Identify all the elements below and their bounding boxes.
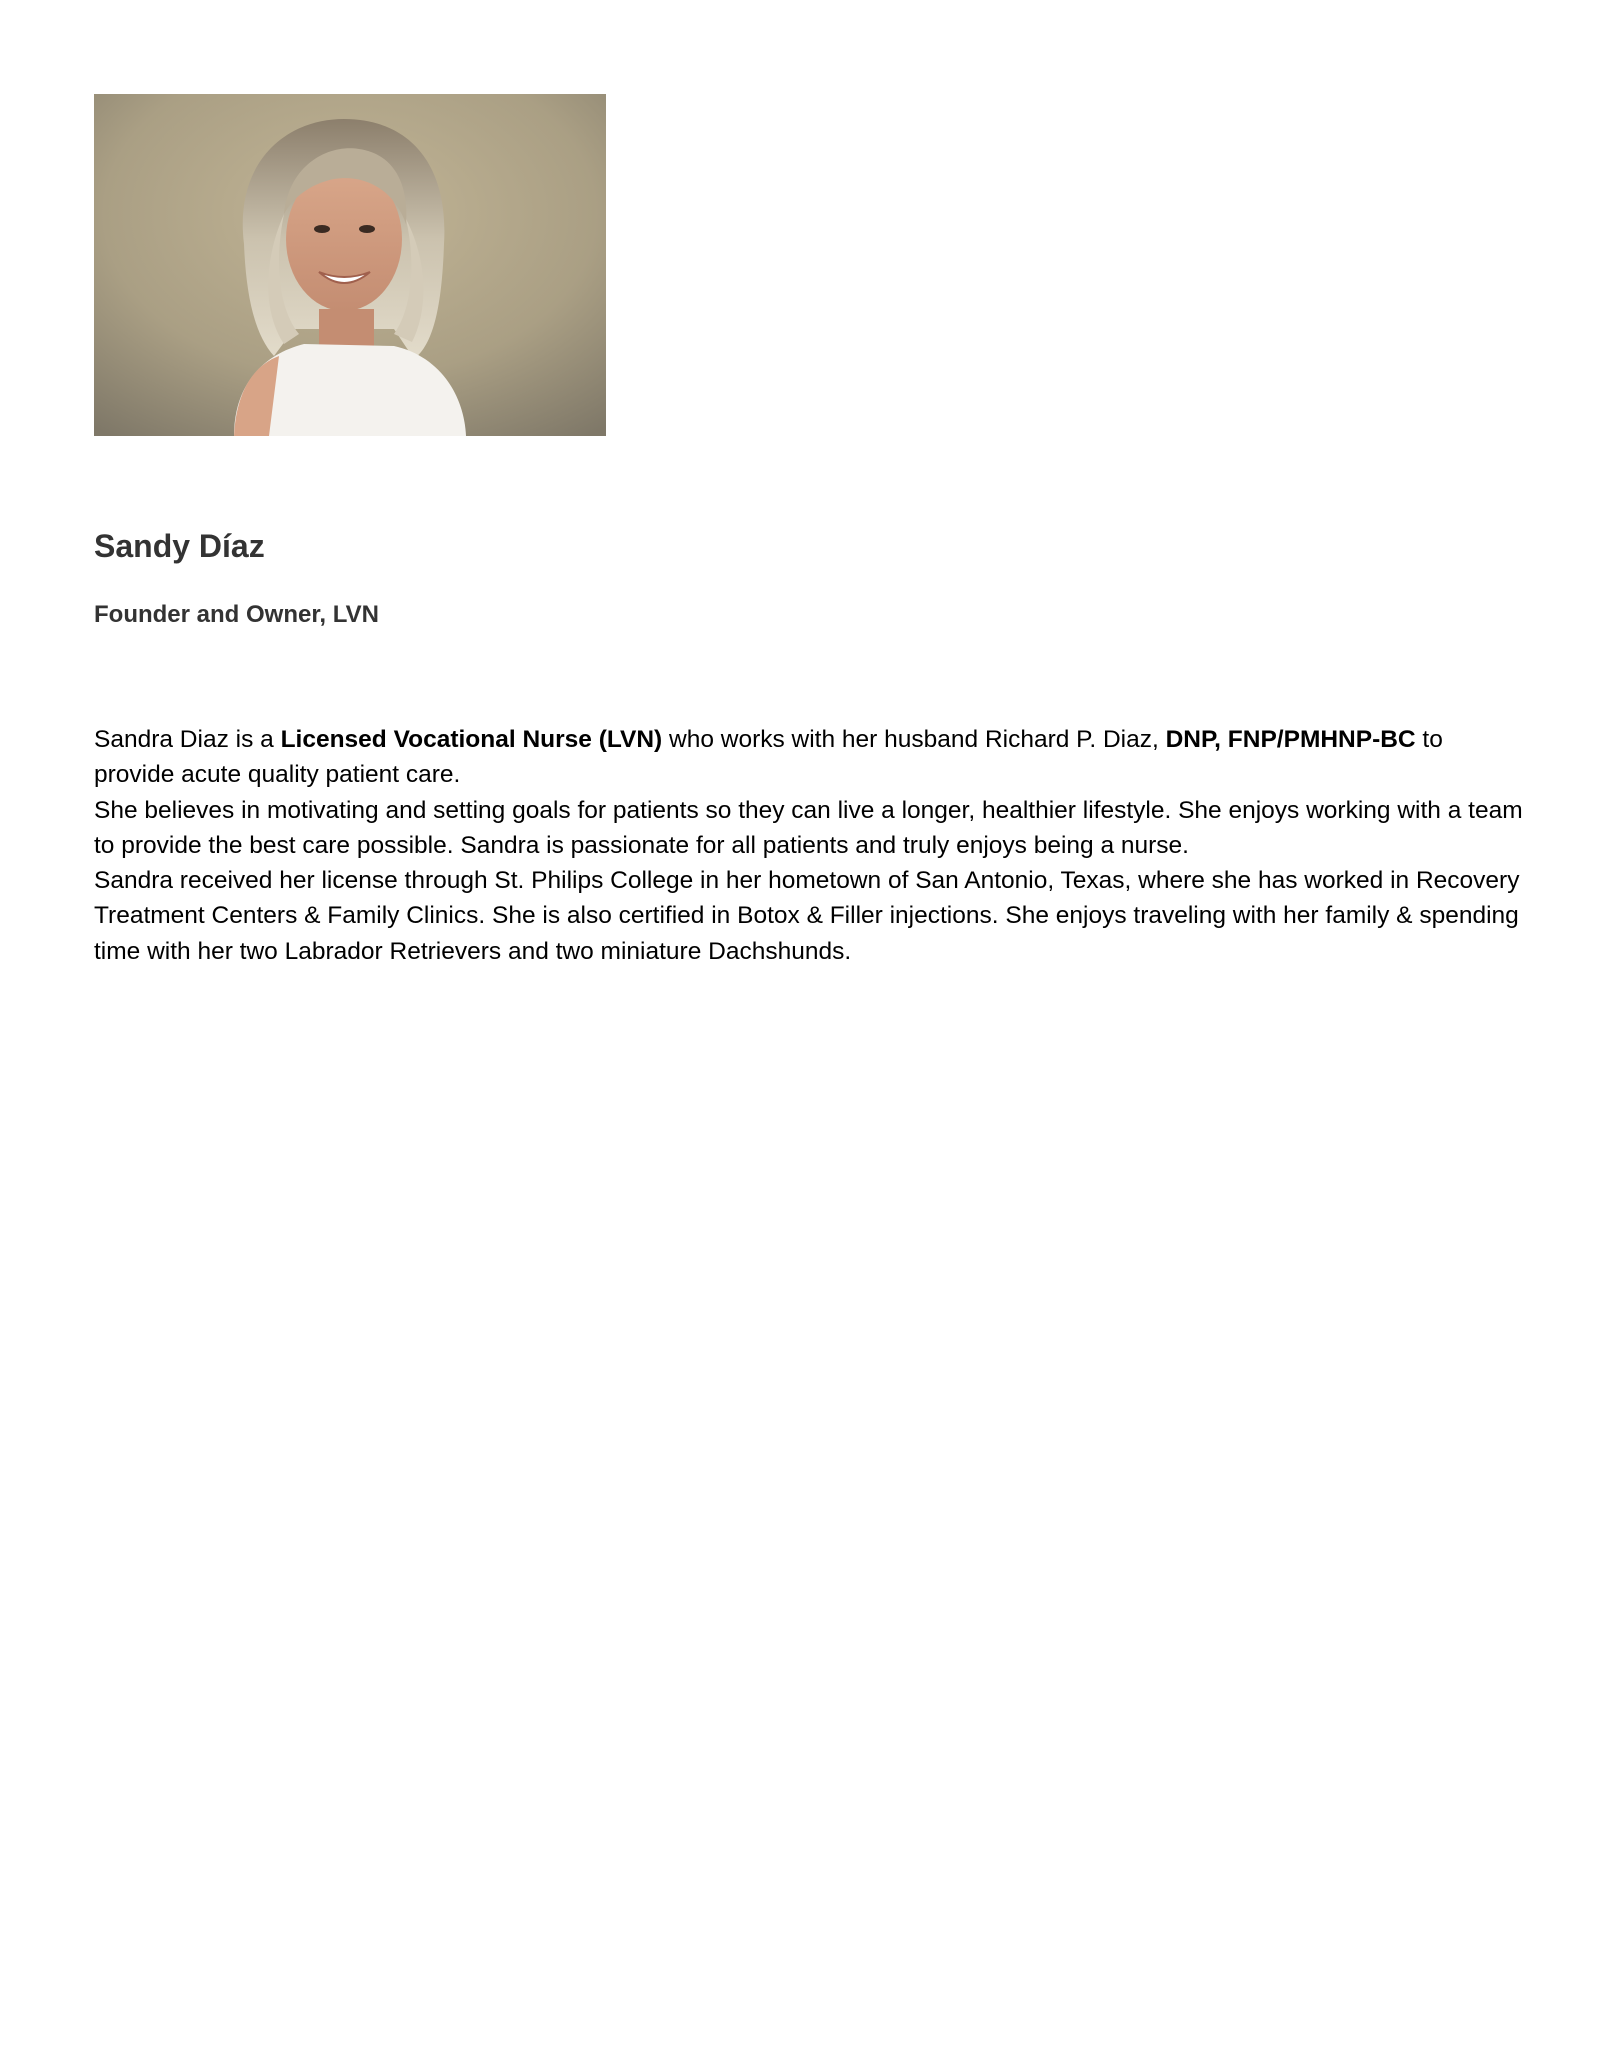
biography [94, 722, 1524, 969]
profile-photo [94, 94, 606, 436]
bio-middle: who works with her husband Richard P. Diaz, [662, 726, 1166, 753]
bio-credential: Licensed Vocational Nurse (LVN) [280, 726, 663, 753]
bio-intro: Sandra Diaz is a [94, 726, 281, 753]
bio-paragraph-3: Sandra received her license through St. Philips College in her hometown of San Antonio, Texas, where she has worked in Recovery Treatment Centers & Family Clinics. She is also certified in Botox & Filler injections. She enjoys traveling with her family & spending time with her two Labrador Retrievers and two miniature Dachshunds. [94, 867, 1520, 965]
bio-husband-credential: DNP, FNP/PMHNP-BC [1165, 726, 1416, 753]
portrait-illustration [94, 94, 606, 436]
profile-title: Founder and Owner, LVN [94, 601, 379, 628]
profile-name: Sandy Díaz [94, 528, 265, 564]
bio-paragraph-1 [94, 722, 1524, 793]
bio-paragraph-2: She believes in motivating and setting goals for patients so they can live a longer, healthier lifestyle. She enjoys working with a team to provide the best care possible. Sandra is passionate for all patients and truly enjoys being a nurse. [94, 796, 1523, 859]
bio-end: to provide acute quality patient care. [94, 726, 1443, 789]
